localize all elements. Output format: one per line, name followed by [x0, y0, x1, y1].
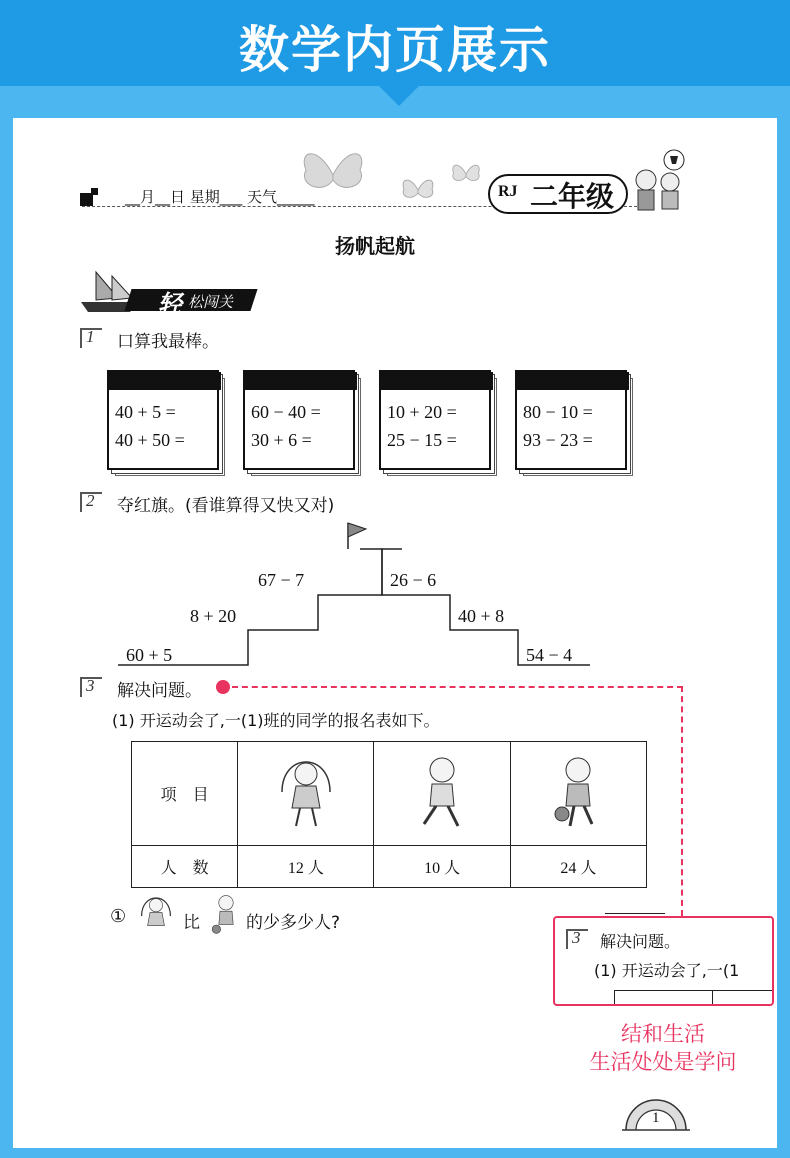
q2-text: 夺红旗。(看谁算得又快又对) — [117, 496, 335, 516]
q3-sub1: (1) 开运动会了,一(1)班的同学的报名表如下。 — [112, 711, 440, 730]
card1-line2: 40 + 50 = — [115, 430, 185, 450]
row-header-count: 人 数 — [132, 846, 238, 888]
card4-line1: 80 − 10 = — [523, 402, 593, 422]
callout-table-row — [614, 990, 772, 1004]
page-number: 1 — [652, 1110, 660, 1126]
jump-rope-girl-icon — [276, 752, 336, 832]
callout-table-top — [605, 913, 665, 914]
callout-sub: (1) 开运动会了,一(1 — [594, 961, 740, 980]
step-3: 67 − 7 — [258, 570, 305, 590]
callout-table-divider — [712, 990, 713, 1004]
section-label-small: 松闯关 — [188, 293, 234, 311]
question-circled-number: ① — [110, 906, 127, 927]
basketball-boy-icon — [548, 752, 608, 832]
card3-line2: 25 − 15 = — [387, 430, 457, 450]
card4-line2: 93 − 23 = — [523, 430, 593, 450]
step-1: 60 + 5 — [126, 645, 173, 665]
jump-rope-girl-small-icon — [138, 890, 174, 942]
card2-line2: 30 + 6 = — [251, 430, 312, 450]
badge-rj: RJ — [498, 183, 518, 200]
jump-rope-girl-cell — [238, 742, 374, 846]
question-rest: 的少多少人? — [246, 913, 341, 933]
question-bi: 比 — [183, 913, 200, 933]
q3-text: 解决问题。 — [117, 681, 202, 701]
card1-line1: 40 + 5 = — [115, 402, 176, 422]
card2-line1: 60 − 40 = — [251, 402, 321, 422]
corner-mark-icon — [80, 188, 98, 206]
date-line: __月__日 星期___ 天气_____ — [125, 188, 315, 206]
count-running: 10 人 — [374, 846, 510, 888]
pink-dot — [216, 680, 230, 694]
step-5: 40 + 8 — [458, 606, 505, 626]
row-header-item: 项 目 — [132, 742, 238, 846]
basketball-boy-small-icon — [208, 890, 244, 942]
calendar-card-1 — [107, 362, 227, 472]
step-6: 54 − 4 — [526, 645, 573, 665]
callout-title: 解决问题。 — [600, 932, 681, 951]
banner-notch — [377, 84, 421, 106]
butterfly-small-icon — [400, 175, 436, 205]
q2-number: 2 — [86, 491, 95, 510]
butterfly-small-icon-2 — [450, 160, 482, 188]
badge-grade: 二年级 — [530, 180, 615, 213]
count-jump-rope: 12 人 — [238, 846, 374, 888]
step-2: 8 + 20 — [190, 606, 237, 626]
card3-line1: 10 + 20 = — [387, 402, 457, 422]
q1-text: 口算我最棒。 — [117, 332, 219, 352]
running-boy-cell — [374, 742, 510, 846]
banner-title: 数学内页展示 — [239, 21, 551, 79]
count-basketball: 24 人 — [510, 846, 646, 888]
calendar-card-4 — [515, 362, 635, 472]
registration-table — [131, 741, 647, 888]
butterfly-icon — [298, 140, 368, 210]
running-boy-icon — [412, 752, 472, 832]
callout-number: 3 — [572, 928, 581, 947]
kids-football-icon — [626, 148, 696, 218]
callout-caption-1: 结和生活 — [621, 1022, 705, 1046]
page-title: 扬帆起航 — [335, 234, 415, 258]
callout-sub-clip — [556, 956, 771, 982]
basketball-boy-cell — [510, 742, 646, 846]
q3-number: 3 — [86, 676, 95, 695]
calendar-card-2 — [243, 362, 363, 472]
q1-number-bracket — [80, 328, 102, 348]
callout-caption-2: 生活处处是学问 — [589, 1050, 737, 1074]
step-4: 26 − 6 — [390, 570, 437, 590]
calendar-card-3 — [379, 362, 499, 472]
q1-number: 1 — [86, 327, 95, 346]
section-label-big: 轻 — [158, 290, 182, 318]
